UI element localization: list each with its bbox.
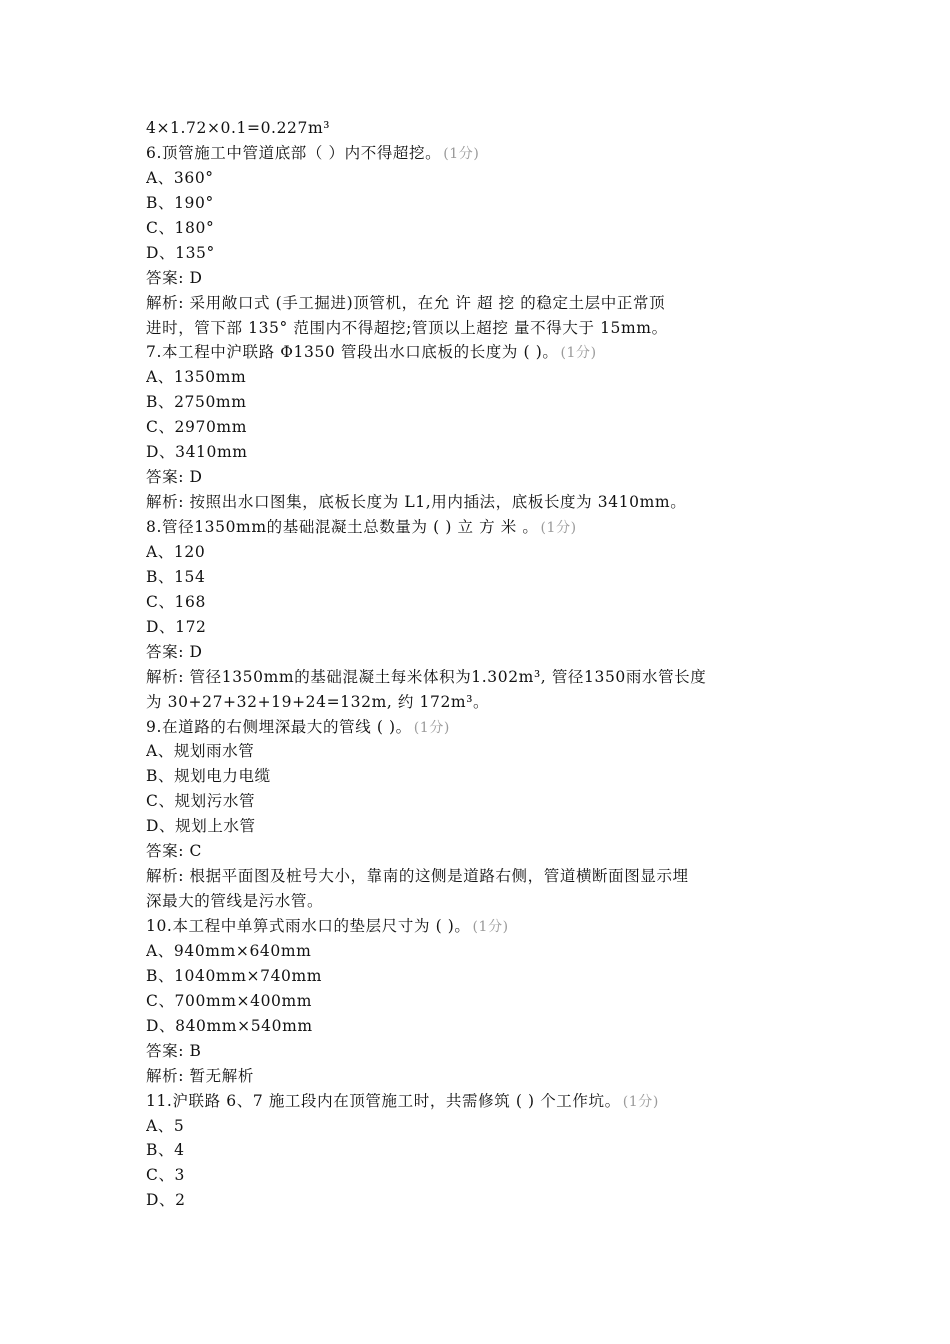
- question-score: (1分): [540, 520, 577, 536]
- option-b: B、190°: [146, 193, 214, 212]
- prelude-formula: 4×1.72×0.1=0.227m³: [146, 119, 331, 137]
- answer-line: 答案: D: [146, 268, 203, 287]
- option-c: C、700mm×400mm: [146, 991, 313, 1010]
- option-d: D、3410mm: [146, 443, 248, 462]
- question-stem-text: 10.本工程中单箅式雨水口的垫层尺寸为 ( )。: [146, 917, 471, 935]
- question-10: [146, 914, 814, 1089]
- option-b: B、4: [146, 1141, 185, 1160]
- question-8: [146, 515, 814, 715]
- question-stem-text: 9.在道路的右侧埋深最大的管线 ( )。: [146, 717, 412, 736]
- analysis-line: 深最大的管线是污水管。: [146, 892, 324, 911]
- answer-line: 答案: D: [146, 468, 203, 487]
- option-b: B、154: [146, 567, 206, 586]
- question-9: [146, 715, 814, 915]
- question-stem-text: 6.顶管施工中管道底部（ ）内不得超挖。: [146, 143, 442, 162]
- analysis-line: 解析: 根据平面图及桩号大小，靠南的这侧是道路右侧，管道横断面图显示埋: [146, 867, 689, 886]
- option-b: B、1040mm×740mm: [146, 966, 323, 985]
- question-stem-text: 8.管径1350mm的基础混凝土总数量为 ( ) 立 方 米 。: [146, 518, 539, 536]
- question-stem: [146, 515, 814, 540]
- question-score: (1分): [413, 719, 450, 736]
- option-d: D、840mm×540mm: [146, 1016, 313, 1035]
- option-a: A、120: [146, 542, 206, 561]
- question-stem: [146, 1089, 814, 1114]
- analysis-line: 进时，管下部 135° 范围内不得超挖;管顶以上超挖 量不得大于 15mm。: [146, 318, 668, 337]
- option-c: C、2970mm: [146, 418, 248, 437]
- analysis-line: 解析: 采用敞口式 (手工掘进)顶管机，在允 许 超 挖 的稳定土层中正常顶: [146, 293, 666, 312]
- question-stem-text: 11.沪联路 6、7 施工段内在顶管施工时，共需修筑 ( ) 个工作坑。: [146, 1091, 621, 1110]
- option-d: D、规划上水管: [146, 817, 256, 836]
- option-a: A、1350mm: [146, 368, 247, 387]
- question-7: [146, 340, 814, 515]
- analysis-line: 为 30+27+32+19+24=132m, 约 172m³。: [146, 692, 490, 711]
- question-6: [146, 141, 814, 341]
- option-d: D、2: [146, 1191, 186, 1210]
- option-a: A、940mm×640mm: [146, 941, 312, 960]
- question-score: (1分): [472, 919, 509, 935]
- option-d: D、172: [146, 617, 207, 636]
- document-content: [146, 116, 814, 1213]
- option-a: A、5: [146, 1116, 185, 1135]
- answer-line: 答案: C: [146, 842, 203, 861]
- answer-line: 答案: B: [146, 1041, 202, 1060]
- question-score: (1分): [443, 145, 480, 162]
- option-b: B、规划电力电缆: [146, 767, 271, 786]
- option-c: C、3: [146, 1166, 186, 1185]
- analysis-line: 解析: 按照出水口图集，底板长度为 L1,用内插法，底板长度为 3410mm。: [146, 493, 687, 512]
- option-a: A、规划雨水管: [146, 742, 255, 761]
- question-stem: [146, 914, 814, 939]
- question-stem-text: 7.本工程中沪联路 Φ1350 管段出水口底板的长度为 ( )。: [146, 343, 559, 362]
- question-score: (1分): [560, 345, 597, 362]
- answer-line: 答案: D: [146, 642, 203, 661]
- question-stem: [146, 141, 814, 166]
- option-d: D、135°: [146, 243, 215, 262]
- option-b: B、2750mm: [146, 393, 247, 412]
- question-stem: [146, 715, 814, 740]
- question-stem: [146, 340, 814, 365]
- question-score: (1分): [622, 1093, 659, 1110]
- option-a: A、360°: [146, 168, 214, 187]
- analysis-line: 解析: 管径1350mm的基础混凝土每米体积为1.302m³, 管径1350雨水管长度: [146, 667, 707, 686]
- option-c: C、180°: [146, 218, 215, 237]
- analysis-line: 解析: 暂无解析: [146, 1066, 254, 1085]
- option-c: C、规划污水管: [146, 792, 256, 811]
- question-11: [146, 1089, 814, 1214]
- option-c: C、168: [146, 592, 206, 611]
